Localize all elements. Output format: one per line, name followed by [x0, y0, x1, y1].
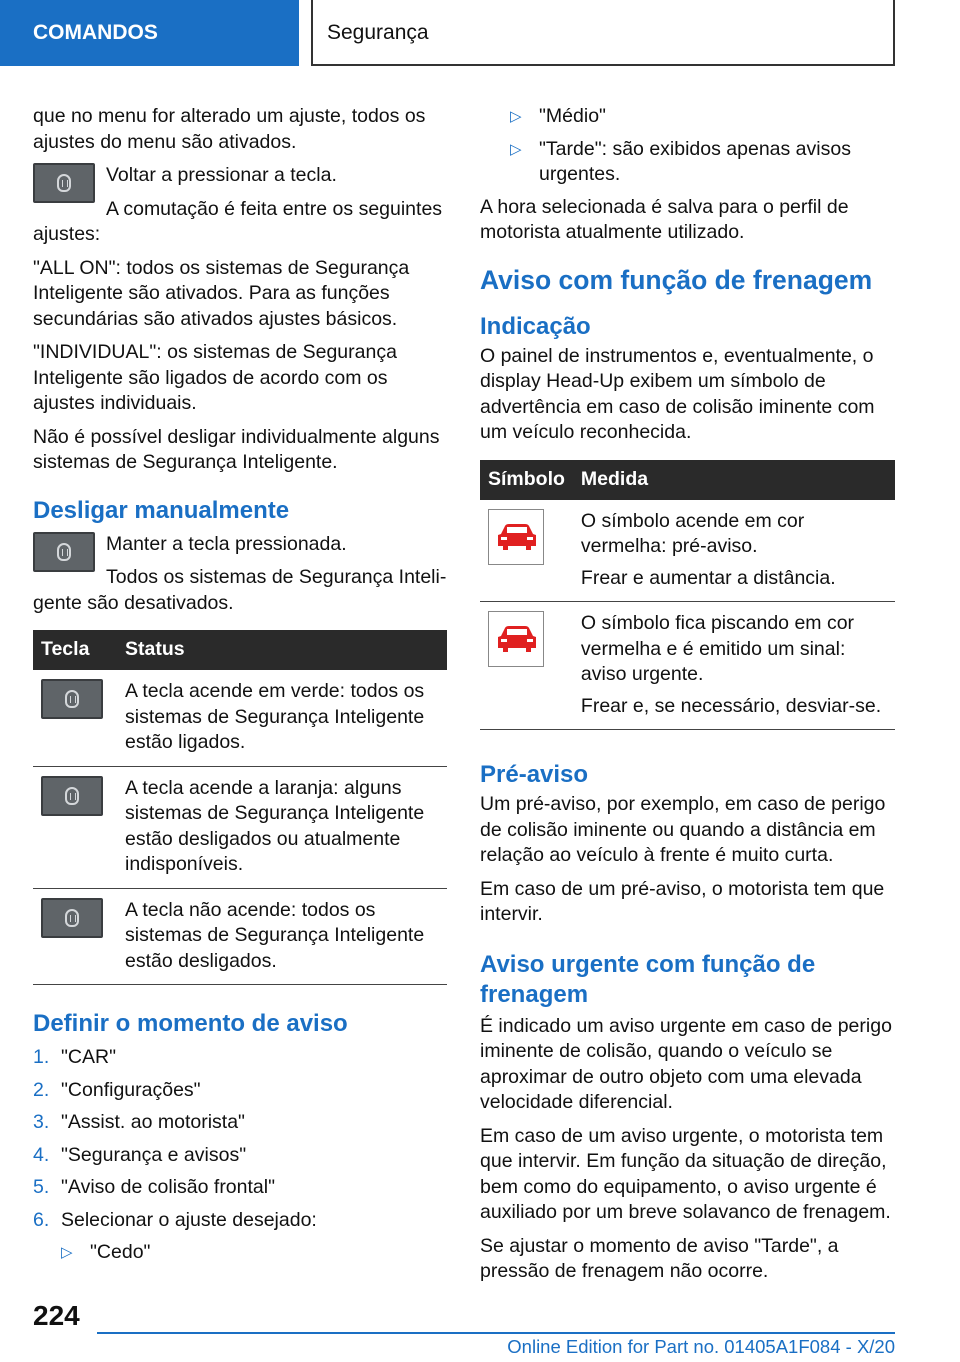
instruction-line-cont: ajustes:	[33, 223, 101, 245]
instruction-line: A comutação é feita entre os seguintes	[106, 197, 443, 220]
instruction-line-cont: gente são desativados.	[33, 591, 234, 614]
instruction-line: Voltar a pressionar a tecla.	[106, 164, 337, 186]
heading-aviso-urgente: Aviso urgente com função de frenagem	[480, 950, 816, 1008]
status-text: A tecla acende a laranja: alguns sistemas de Segurança Inteligente estão desligados ou atualmente indisponíveis.	[117, 766, 447, 888]
heading-preaviso: Pré-aviso	[480, 761, 589, 788]
section-title: Segurança	[311, 0, 895, 66]
list-item	[33, 1143, 447, 1169]
edition-footer: Online Edition for Part no. 01405A1F084 - X/20	[507, 1336, 895, 1357]
steps-list	[33, 1045, 447, 1266]
step-number: 5.	[33, 1176, 50, 1198]
all-on-paragraph: "ALL ON": todos os sistemas de Segurança Inteligente são ativados. Para as funções secundárias são ativados ajustes básicos.	[33, 256, 410, 330]
heading-indicacao: Indicação	[480, 312, 591, 340]
step-text: "Configurações"	[61, 1078, 201, 1101]
option-text: "Médio"	[539, 105, 606, 127]
footer-divider	[97, 1332, 895, 1334]
heading-definir: Definir o momento de aviso	[33, 1010, 348, 1037]
key-status-table	[33, 630, 447, 985]
triangle-bullet-icon: ▷	[510, 108, 522, 125]
key-instruction-toggle	[33, 163, 447, 222]
page-header	[0, 0, 960, 66]
triangle-bullet-icon: ▷	[61, 1244, 73, 1261]
urgent-paragraph: Se ajustar o momento de aviso "Tarde", a pressão de frenagem não ocorre.	[480, 1234, 839, 1282]
key-off-icon	[41, 898, 103, 938]
heading-desligar: Desligar manualmente	[33, 496, 290, 524]
table-row	[33, 888, 447, 985]
right-column	[480, 104, 895, 1293]
collision-warning-car-icon	[488, 611, 544, 667]
status-text: A tecla não acende: todos os sistemas de Segurança Inteligente estão desligados.	[117, 888, 447, 985]
options-list	[61, 1240, 447, 1266]
symbol-measure-table	[480, 460, 895, 731]
heading-aviso-frenagem: Aviso com função de frenagem	[480, 264, 873, 295]
table-row	[33, 766, 447, 888]
measure-text: Frear e, se necessário, desviar-se.	[580, 694, 882, 717]
step-number: 1.	[33, 1046, 50, 1068]
urgent-paragraph: Em caso de um aviso urgente, o motorista tem que intervir. Em função da situação de direção, bem como do equipamento, o aviso urgente é auxiliado por um breve solavanco de frenagem.	[480, 1124, 891, 1223]
intro-paragraph: que no menu for alterado um ajuste, todos os ajustes do menu são ativados.	[33, 105, 426, 153]
list-item	[33, 1110, 447, 1136]
table-row	[33, 670, 447, 766]
step-text: "CAR"	[61, 1046, 117, 1068]
status-text: A tecla acende em verde: todos os sistemas de Segurança Inteligente estão ligados.	[117, 670, 447, 766]
table-header-key: Tecla	[33, 630, 117, 670]
table-row	[480, 602, 895, 730]
measure-text: Frear e aumentar a distância.	[580, 566, 836, 589]
indication-paragraph: O painel de instrumentos e, eventualmente, o display Head-Up exibem um símbolo de advertência em caso de colisão iminente com um veículo reconhecida.	[480, 344, 875, 443]
list-item	[33, 1078, 447, 1104]
table-header-status: Status	[117, 630, 447, 670]
key-green-icon	[41, 679, 103, 719]
option-text: "Tarde": são exibidos apenas avisos urgentes.	[539, 137, 851, 185]
pre-warning-paragraph: Um pré-aviso, por exemplo, em caso de perigo de colisão iminente ou quando a distância em relação ao veículo à frente é muito curta.	[480, 793, 886, 866]
table-header-symbol: Símbolo	[480, 460, 573, 500]
left-column	[33, 104, 447, 1273]
list-item	[510, 137, 895, 188]
instruction-line: Todos os sistemas de Segurança Inteli-	[106, 566, 447, 588]
list-item	[510, 104, 895, 130]
list-item	[61, 1240, 447, 1266]
step-text: "Aviso de colisão frontal"	[61, 1176, 276, 1198]
individual-paragraph: "INDIVIDUAL": os sistemas de Segurança Inteligente são ligados de acordo com os ajustes individuais.	[33, 341, 397, 414]
instruction-line: Manter a tecla pressionada.	[106, 532, 347, 555]
page-number: 224	[33, 1300, 80, 1331]
key-orange-icon	[41, 776, 103, 816]
chapter-tab: COMANDOS	[0, 0, 299, 66]
pre-warning-paragraph: Em caso de um pré-aviso, o motorista tem que intervir.	[480, 877, 885, 925]
measure-text: O símbolo fica piscando em cor vermelha e é emitido um sinal: aviso urgente.	[580, 612, 855, 685]
measure-text: O símbolo acende em cor vermelha: pré-aviso.	[580, 509, 805, 557]
step-number: 2.	[33, 1078, 50, 1101]
triangle-bullet-icon: ▷	[510, 140, 522, 158]
table-row	[480, 500, 895, 602]
collision-warning-car-icon	[488, 509, 544, 565]
options-list	[480, 104, 895, 188]
key-instruction-off	[33, 532, 447, 591]
step-number: 3.	[33, 1111, 50, 1133]
step-text: "Assist. ao motorista"	[61, 1111, 245, 1133]
intelligent-safety-key-icon	[33, 163, 95, 203]
step-text: "Segurança e avisos"	[61, 1143, 247, 1166]
step-number: 4.	[33, 1143, 50, 1166]
note-paragraph: Não é possível desligar individualmente alguns sistemas de Segurança Inteligente.	[33, 425, 440, 473]
step-number: 6.	[33, 1208, 50, 1231]
list-item	[33, 1045, 447, 1071]
table-header-measure: Medida	[573, 460, 895, 500]
list-item	[33, 1208, 447, 1266]
intelligent-safety-key-icon	[33, 532, 95, 572]
profile-paragraph: A hora selecionada é salva para o perfil de motorista atualmente utilizado.	[480, 195, 849, 243]
urgent-paragraph: É indicado um aviso urgente em caso de perigo iminente de colisão, quando o veículo se aproximar de outro objeto com uma elevada velocidade diferencial.	[480, 1014, 892, 1113]
list-item	[33, 1175, 447, 1201]
option-text: "Cedo"	[90, 1241, 151, 1263]
step-text: Selecionar o ajuste desejado:	[61, 1208, 317, 1231]
